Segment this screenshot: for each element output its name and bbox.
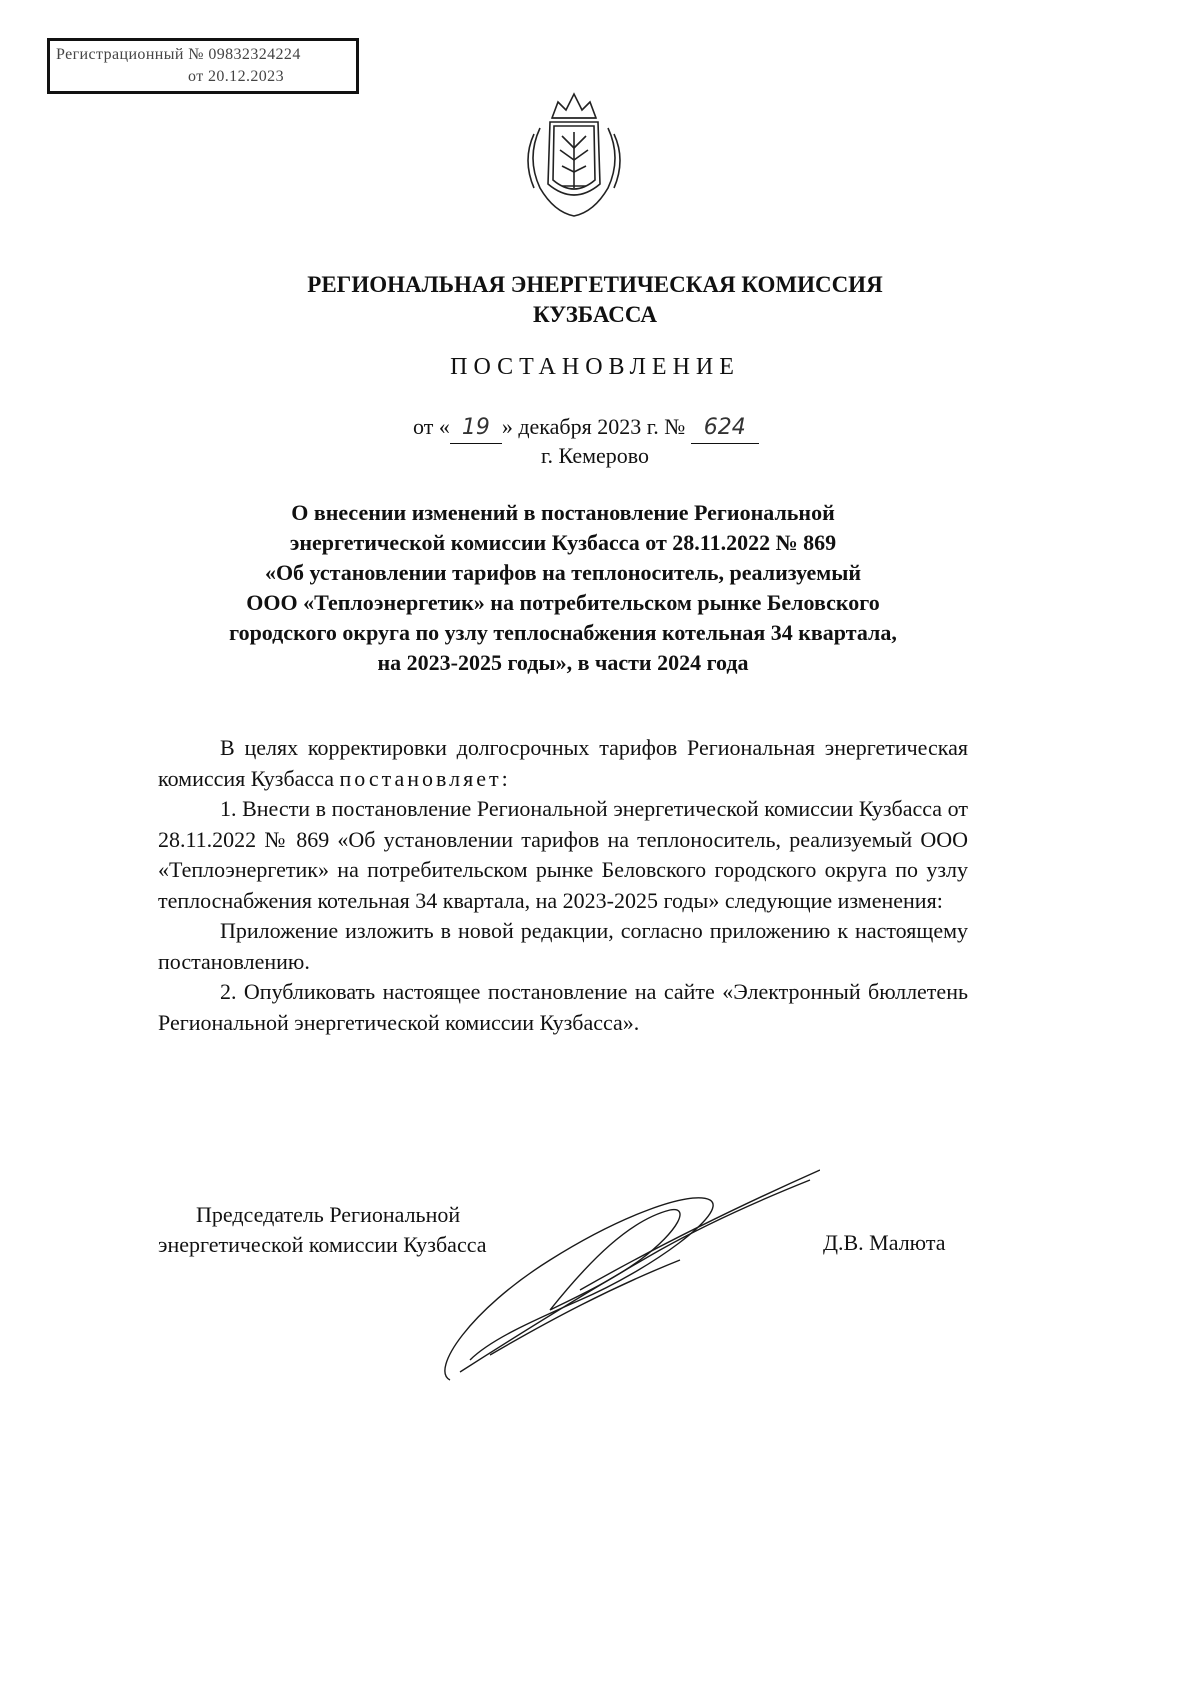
document-subject [158, 498, 968, 678]
date-day: 19 [450, 413, 502, 444]
signatory-name: Д.В. Малюта [823, 1230, 946, 1255]
date-line [413, 412, 759, 444]
subject-line: городского округа по узлу теплоснабжения котельная 34 квартала, [229, 620, 897, 645]
subject-line: на 2023-2025 годы», в части 2024 года [377, 650, 749, 675]
registration-date: от 20.12.2023 [188, 68, 284, 85]
org-name-line1: РЕГИОНАЛЬНАЯ ЭНЕРГЕТИЧЕСКАЯ КОМИССИЯ [307, 272, 883, 297]
subject-line: О внесении изменений в постановление Региональной [291, 500, 835, 525]
signatory-title-line1: Председатель Региональной [196, 1202, 461, 1227]
preamble-paragraph [158, 733, 968, 794]
registration-stamp [47, 38, 359, 94]
item-1-paragraph: 1. Внести в постановление Региональной энергетической комиссии Кузбасса от 28.11.2022 № 869 «Об установлении тарифов на теплоноситель, реализуемый ООО «Теплоэнергетик» на потребительском рынке Беловского городского округа по узлу теплоснабжения котельная 34 квартала, на 2023-2025 годы» следующие изменения: [158, 796, 968, 913]
document-body [158, 733, 968, 1038]
org-name-line2: КУЗБАССА [533, 302, 657, 327]
subject-line: энергетической комиссии Кузбасса от 28.11.2022 № 869 [289, 530, 837, 555]
subject-line: «Об установлении тарифов на теплоноситель, реализуемый [264, 560, 862, 585]
document-number: 624 [691, 413, 759, 444]
registration-number: Регистрационный № 09832324224 [56, 46, 301, 63]
subject-line: ООО «Теплоэнергетик» на потребительском рынке Беловского [246, 590, 880, 615]
date-prefix: от « [413, 414, 450, 439]
preamble-text: В целях корректировки долгосрочных тарифов Региональная энергетическая комиссия Кузбасса [158, 735, 968, 791]
handwritten-signature [430, 1140, 820, 1390]
document-type: ПОСТАНОВЛЕНИЕ [450, 354, 740, 380]
item-1-text-paragraph: Приложение изложить в новой редакции, согласно приложению к настоящему постановлению. [158, 918, 968, 974]
resolves-word: постановляет: [339, 765, 511, 791]
item-2-paragraph: 2. Опубликовать настоящее постановление на сайте «Электронный бюллетень Региональной энергетической комиссии Кузбасса». [158, 979, 968, 1035]
date-middle: » декабря 2023 г. № [501, 414, 686, 439]
city: г. Кемерово [540, 443, 650, 468]
signatory-title-line2: энергетической комиссии Кузбасса [158, 1232, 487, 1257]
kuzbass-coat-of-arms-icon [522, 88, 626, 222]
signatory-title [158, 1200, 487, 1260]
